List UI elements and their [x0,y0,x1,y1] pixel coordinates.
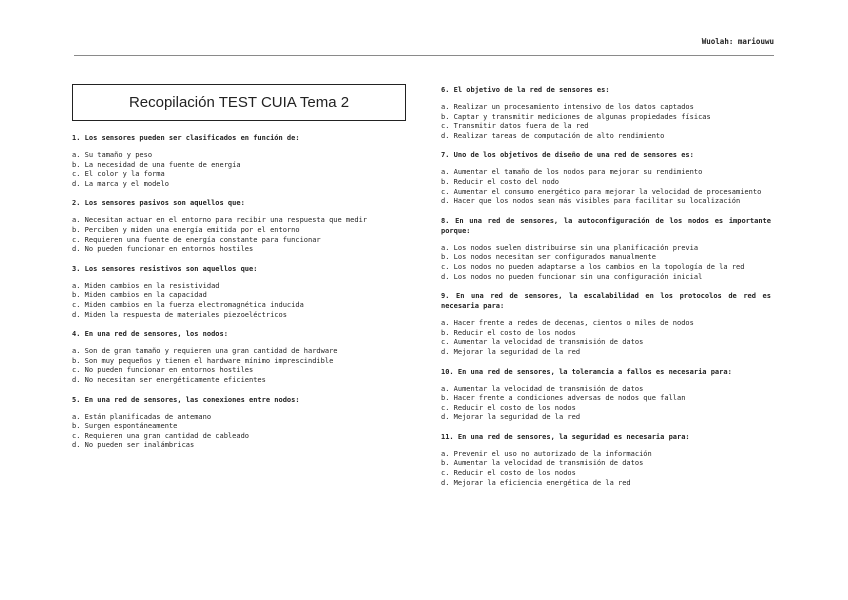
question-8 [441,216,771,282]
answer-option-c: c. Miden cambios en la fuerza electromagnética inducida [72,300,304,309]
answer-option-a: a. Los nodos suelen distribuirse sin una planificación previa [441,243,699,252]
answer-option-c: c. Reducir el costo de los nodos [441,469,576,478]
answer-option-b: b. Captar y transmitir mediciones de algunas propiedades físicas [441,112,711,121]
answer-option-a: a. Son de gran tamaño y requieren una gran cantidad de hardware [72,347,338,356]
answer-option-d: d. Miden la respuesta de materiales piezoeléctricos [72,310,287,319]
answer-option-b: b. Son muy pequeños y tienen el hardware mínimo imprescindible [72,356,334,365]
answer-option-b: b. Miden cambios en la capacidad [72,291,207,300]
answer-option-a: a. Aumentar el tamaño de los nodos para mejorar su rendimiento [441,168,703,177]
question-9 [441,291,771,357]
answer-option-c: c. Aumentar la velocidad de transmisión de datos [441,338,644,347]
question-11 [441,432,771,488]
question-text: 6. El objetivo de la red de sensores es: [441,86,610,94]
question-text: 5. En una red de sensores, las conexiones entre nodos: [72,395,300,404]
answer-option-b: b. Surgen espontáneamente [72,422,178,431]
answer-option-c: c. Aumentar el consumo energético para mejorar la velocidad de procesamiento [441,187,762,196]
answer-option-b: b. Hacer frente a condiciones adversas de nodos que fallan [441,394,686,403]
answer-option-a: a. Miden cambios en la resistividad [72,281,220,290]
answer-option-a: a. Hacer frente a redes de decenas, cientos o miles de nodos [441,319,694,328]
question-3 [72,264,402,320]
question-text: 7. Uno de los objetivos de diseño de una red de sensores es: [441,151,694,160]
answer-option-a: a. Necesitan actuar en el entorno para recibir una respuesta que medir [72,216,368,225]
answer-option-a: a. Realizar un procesamiento intensivo de los datos captados [441,103,694,111]
left-column [72,84,402,460]
question-1 [72,133,402,189]
answer-option-b: b. Perciben y miden una energía emitida por el entorno [72,225,300,234]
answer-option-b: b. Reducir el costo del nodo [441,177,560,186]
answer-option-d: d. Los nodos no pueden funcionar sin una configuración inicial [441,272,703,281]
answer-option-d: d. La marca y el modelo [72,179,169,188]
question-5 [72,395,402,451]
question-text: 3. Los sensores resistivos son aquellos que: [72,264,258,273]
answer-option-c: c. El color y la forma [72,170,165,179]
answer-option-b: b. Reducir el costo de los nodos [441,328,576,337]
answer-option-d: d. Mejorar la seguridad de la red [441,413,581,422]
answer-option-b: b. Aumentar la velocidad de transmisión de datos [441,459,644,468]
answer-option-a: a. Prevenir el uso no autorizado de la información [441,449,652,458]
answer-option-a: a. Están planificadas de antemano [72,412,212,421]
question-text: 8. En una red de sensores, la autoconfiguración de los nodos es importante porque: [441,216,771,235]
header-divider [74,55,774,56]
question-text: 4. En una red de sensores, los nodos: [72,330,228,339]
question-text: 10. En una red de sensores, la tolerancia a fallos es necesaria para: [441,367,732,376]
answer-option-a: a. Aumentar la velocidad de transmisión de datos [441,384,644,393]
answer-option-c: c. Reducir el costo de los nodos [441,403,576,412]
answer-option-d: d. No pueden ser inalámbricas [72,441,195,450]
question-4 [72,329,402,385]
question-text: 1. Los sensores pueden ser clasificados en función de: [72,134,300,142]
question-7 [441,150,771,206]
answer-option-b: b. Los nodos necesitan ser configurados manualmente [441,253,656,262]
answer-option-c: c. No pueden funcionar en entornos hostiles [72,366,254,375]
question-6 [441,85,771,141]
answer-option-d: d. No necesitan ser energéticamente eficientes [72,375,266,384]
question-10 [441,367,771,423]
answer-option-d: d. Mejorar la seguridad de la red [441,347,581,356]
answer-option-d: d. Mejorar la eficiencia energética de la red [441,478,631,487]
answer-option-c: c. Los nodos no pueden adaptarse a los cambios en la topología de la red [441,262,745,271]
answer-option-c: c. Requieren una fuente de energía constante para funcionar [72,235,321,244]
right-column [441,85,771,497]
question-2 [72,198,402,254]
answer-option-a: a. Su tamaño y peso [72,151,153,159]
answer-option-c: c. Requieren una gran cantidad de cableado [72,431,250,440]
answer-option-d: d. No pueden funcionar en entornos hostiles [72,245,254,254]
question-text: 9. En una red de sensores, la escalabilidad en los protocolos de red es necesaria para: [441,292,771,311]
page-title: Recopilación TEST CUIA Tema 2 [72,84,406,121]
answer-option-d: d. Realizar tareas de computación de alto rendimiento [441,131,665,140]
question-text: 2. Los sensores pasivos son aquellos que: [72,199,245,208]
answer-option-d: d. Hacer que los nodos sean más visibles para facilitar su localización [441,197,741,206]
answer-option-c: c. Transmitir datos fuera de la red [441,122,589,131]
answer-option-b: b. La necesidad de una fuente de energía [72,160,241,169]
question-text: 11. En una red de sensores, la seguridad es necesaria para: [441,432,690,441]
wuolah-user-header: Wuolah: mariouwu [701,37,774,46]
